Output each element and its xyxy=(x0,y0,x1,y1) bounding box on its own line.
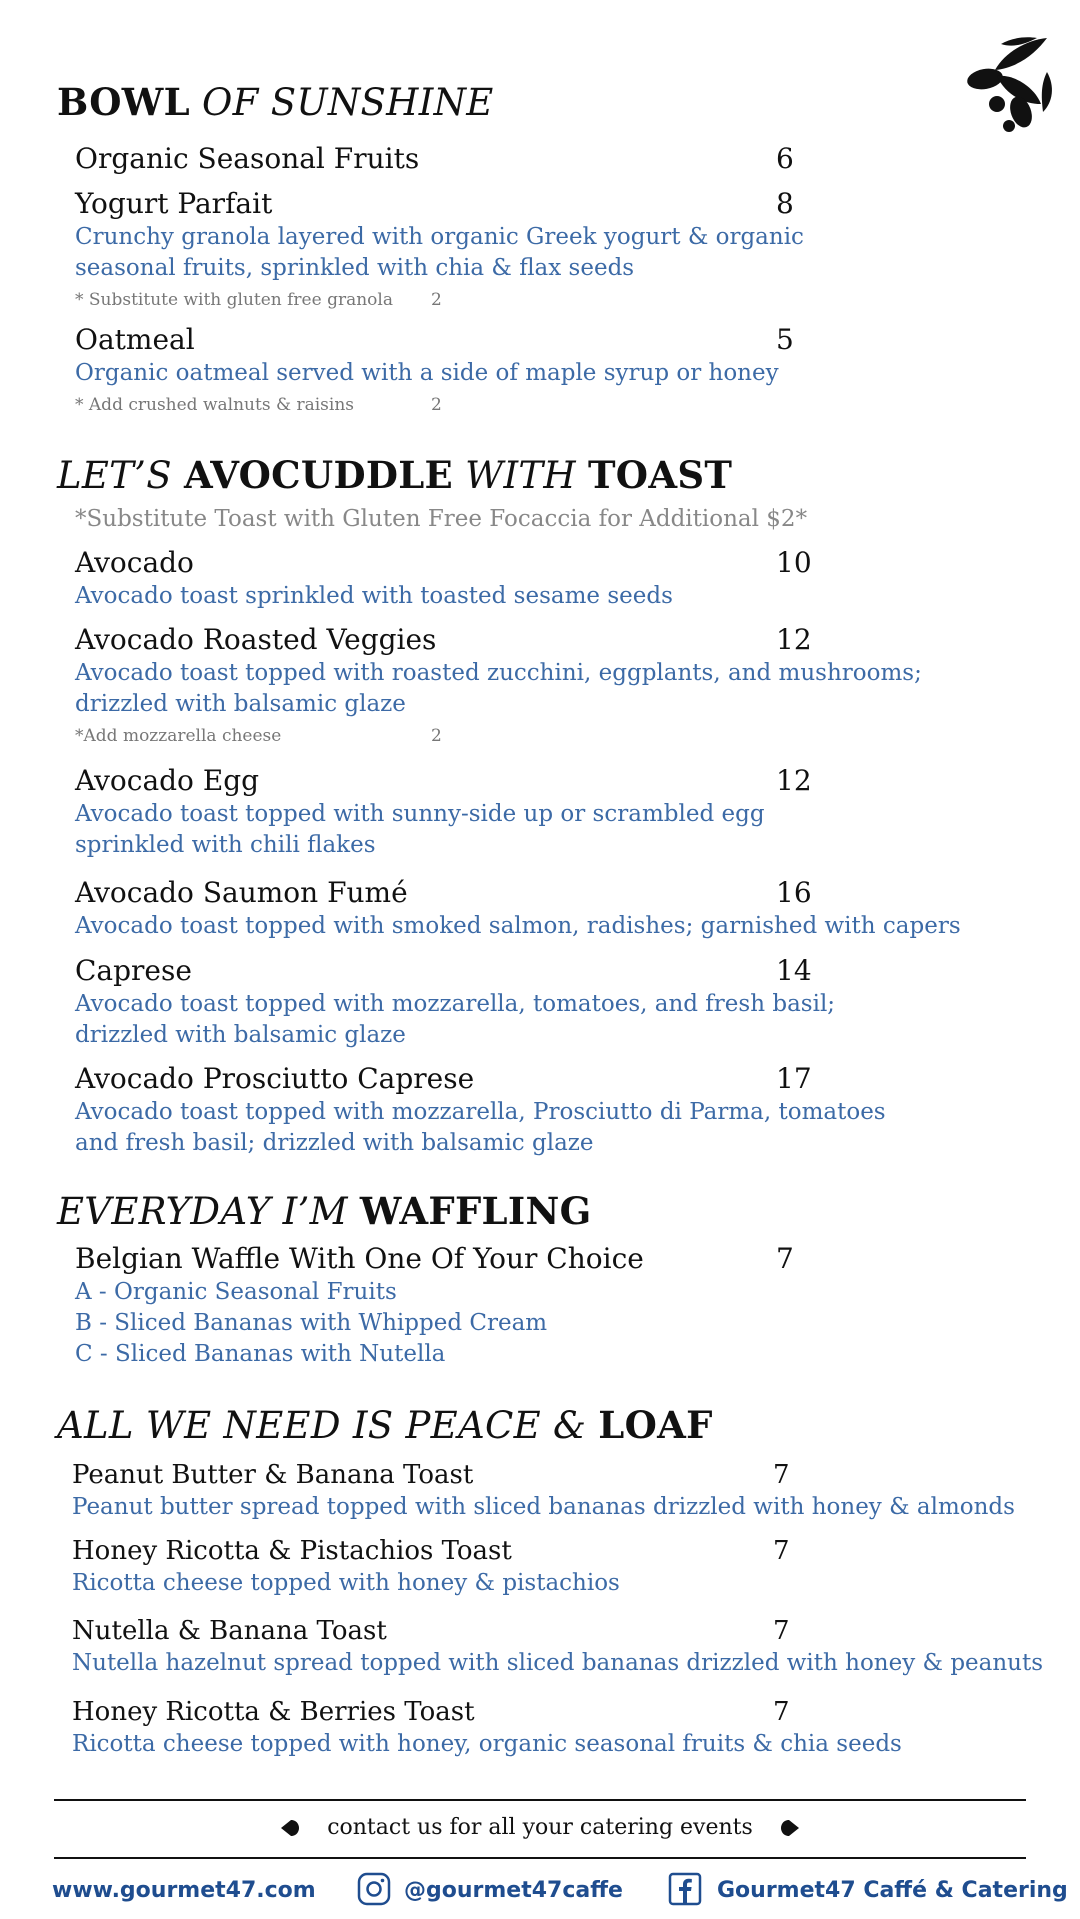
footer-divider-bottom xyxy=(54,1857,1026,1859)
website-link[interactable]: www.gourmet47.com xyxy=(52,1878,316,1903)
menu-item-price: 5 xyxy=(776,323,794,356)
menu-item-name: Avocado xyxy=(75,546,194,579)
menu-item-note: * Add crushed walnuts & raisins xyxy=(75,395,355,415)
menu-item-description: Avocado toast topped with roasted zucchini, eggplants, and mushrooms; xyxy=(75,660,922,686)
section-title-bowl: BOWL OF SUNSHINE xyxy=(57,80,494,124)
menu-item-price: 10 xyxy=(776,546,812,579)
footer-divider-top xyxy=(54,1799,1026,1801)
menu-item-price: 7 xyxy=(773,1616,790,1646)
menu-item-name: Avocado Prosciutto Caprese xyxy=(75,1062,475,1095)
menu-item-name: Belgian Waffle With One Of Your Choice xyxy=(75,1242,644,1275)
menu-item-description: Avocado toast sprinkled with toasted sesame seeds xyxy=(75,583,673,609)
menu-item-note-price: 2 xyxy=(431,726,442,746)
menu-item-name: Oatmeal xyxy=(75,323,195,356)
catering-contact-line xyxy=(0,1813,1080,1843)
menu-item-name: Peanut Butter & Banana Toast xyxy=(72,1460,474,1490)
section-title-waffling: EVERYDAY I’M WAFFLING xyxy=(57,1189,592,1233)
menu-item-price: 16 xyxy=(776,876,812,909)
menu-item-description: drizzled with balsamic glaze xyxy=(75,1022,406,1048)
menu-item-price: 17 xyxy=(776,1062,812,1095)
menu-item-name: Organic Seasonal Fruits xyxy=(75,142,420,175)
menu-item-price: 12 xyxy=(776,623,812,656)
leaf-arrow-right-icon xyxy=(779,1817,801,1839)
menu-item-description: Ricotta cheese topped with honey, organic seasonal fruits & chia seeds xyxy=(72,1731,902,1757)
menu-item-description: Peanut butter spread topped with sliced bananas drizzled with honey & almonds xyxy=(72,1494,1015,1520)
menu-item-name: Yogurt Parfait xyxy=(75,187,273,220)
menu-item-name: Caprese xyxy=(75,954,192,987)
instagram-icon[interactable] xyxy=(357,1872,391,1906)
menu-item-description: Avocado toast topped with smoked salmon, radishes; garnished with capers xyxy=(75,913,961,939)
catering-contact-text: contact us for all your catering events xyxy=(327,1815,753,1840)
menu-item-note: *Add mozzarella cheese xyxy=(75,726,282,746)
menu-item-price: 8 xyxy=(776,187,794,220)
menu-item-description: Avocado toast topped with sunny-side up or scrambled egg xyxy=(75,801,765,827)
menu-item-note-price: 2 xyxy=(431,395,442,415)
waffle-option: A - Organic Seasonal Fruits xyxy=(75,1279,397,1305)
menu-item-description: Ricotta cheese topped with honey & pistachios xyxy=(72,1570,620,1596)
menu-item-price: 7 xyxy=(776,1242,794,1275)
menu-item-description: Nutella hazelnut spread topped with sliced bananas drizzled with honey & peanuts xyxy=(72,1650,1044,1676)
facebook-page-link[interactable]: Gourmet47 Caffé & Catering xyxy=(717,1878,1068,1903)
menu-item-price: 7 xyxy=(773,1697,790,1727)
leaf-arrow-left-icon xyxy=(279,1817,301,1839)
menu-item-price: 14 xyxy=(776,954,812,987)
menu-item-description: Crunchy granola layered with organic Greek yogurt & organic xyxy=(75,224,804,250)
waffle-option: C - Sliced Bananas with Nutella xyxy=(75,1341,446,1367)
menu-item-price: 6 xyxy=(776,142,794,175)
instagram-handle-link[interactable]: @gourmet47caffe xyxy=(404,1878,623,1903)
menu-item-description: Avocado toast topped with mozzarella, tomatoes, and fresh basil; xyxy=(75,991,836,1017)
menu-item-description: Organic oatmeal served with a side of maple syrup or honey xyxy=(75,360,779,386)
menu-item-price: 12 xyxy=(776,764,812,797)
section-title-loaf: ALL WE NEED IS PEACE & LOAF xyxy=(57,1403,713,1447)
toast-substitute-note: *Substitute Toast with Gluten Free Focaccia for Additional $2* xyxy=(75,506,808,532)
menu-item-description: drizzled with balsamic glaze xyxy=(75,691,406,717)
menu-item-description: seasonal fruits, sprinkled with chia & flax seeds xyxy=(75,255,635,281)
menu-item-name: Avocado Roasted Veggies xyxy=(75,623,437,656)
menu-item-description: Avocado toast topped with mozzarella, Prosciutto di Parma, tomatoes xyxy=(75,1099,886,1125)
menu-item-price: 7 xyxy=(773,1460,790,1490)
menu-item-name: Avocado Saumon Fumé xyxy=(75,876,408,909)
menu-item-name: Honey Ricotta & Berries Toast xyxy=(72,1697,475,1727)
waffle-option: B - Sliced Bananas with Whipped Cream xyxy=(75,1310,548,1336)
section-title-avocuddle: LET’S AVOCUDDLE WITH TOAST xyxy=(57,453,733,497)
menu-item-name: Nutella & Banana Toast xyxy=(72,1616,387,1646)
menu-item-note-price: 2 xyxy=(431,290,442,310)
menu-item-description: sprinkled with chili flakes xyxy=(75,832,376,858)
menu-item-note: * Substitute with gluten free granola xyxy=(75,290,393,310)
menu-item-description: and fresh basil; drizzled with balsamic glaze xyxy=(75,1130,594,1156)
menu-item-price: 7 xyxy=(773,1536,790,1566)
leaf-logo-icon xyxy=(955,32,1055,132)
facebook-icon[interactable] xyxy=(668,1872,702,1906)
menu-item-name: Avocado Egg xyxy=(75,764,260,797)
menu-item-name: Honey Ricotta & Pistachios Toast xyxy=(72,1536,512,1566)
